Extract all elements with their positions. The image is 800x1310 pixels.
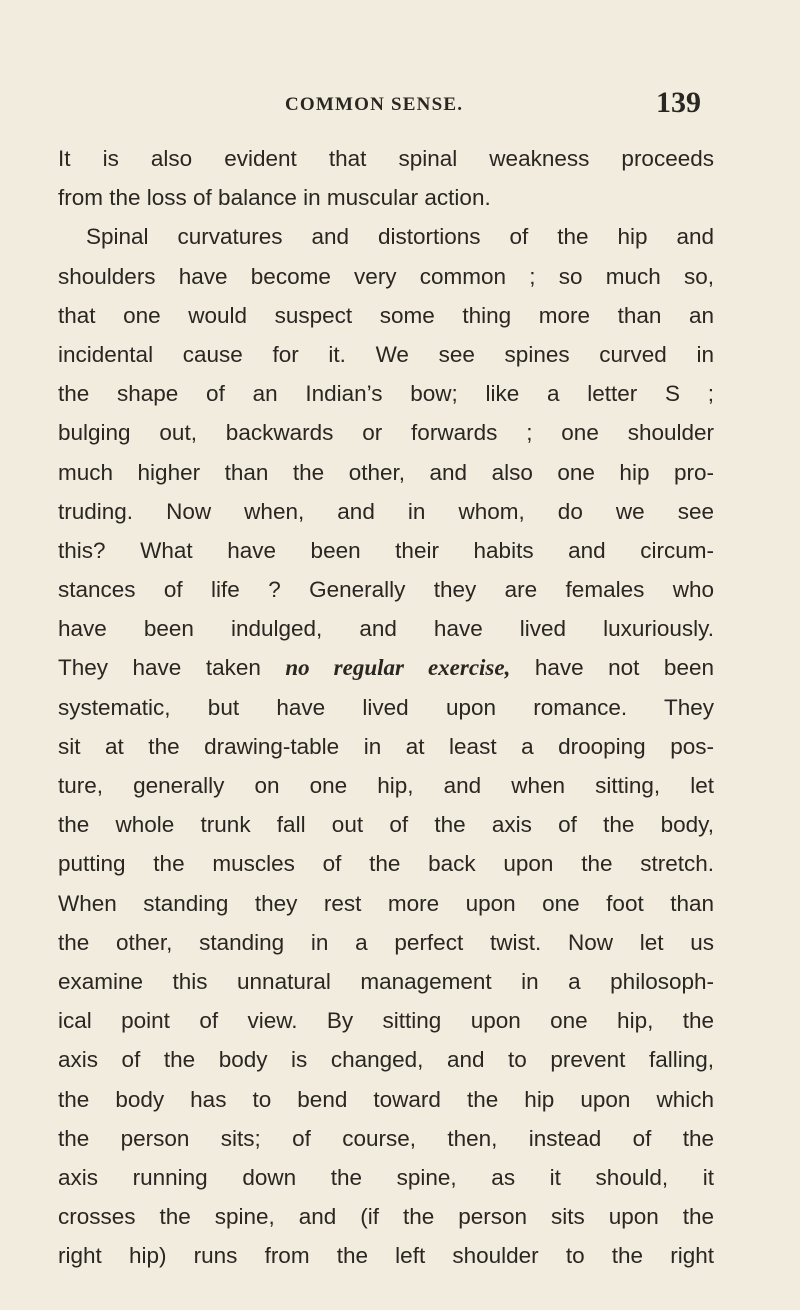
running-header <box>0 86 800 126</box>
text-line: When standing they rest more upon one foot than <box>58 890 714 916</box>
line-text-before: They have taken <box>58 655 286 681</box>
running-title: COMMON SENSE. <box>285 94 464 115</box>
text-line: the other, standing in a perfect twist. Now let us <box>58 929 714 955</box>
text-line: the whole trunk fall out of the axis of the body, <box>58 812 714 838</box>
page-number: 139 <box>656 86 701 119</box>
text-line: have been indulged, and have lived luxuriously. <box>58 616 714 642</box>
text-line: crosses the spine, and (if the person sits upon the <box>58 1204 714 1230</box>
text-line: ture, generally on one hip, and when sitting, let <box>58 773 714 798</box>
text-line: axis running down the spine, as it should, it <box>58 1164 714 1190</box>
text-line: right hip) runs from the left shoulder to the right <box>58 1243 714 1269</box>
text-line: systematic, but have lived upon romance. They <box>58 694 714 720</box>
text-line: the body has to bend toward the hip upon which <box>58 1086 714 1112</box>
text-line: incidental cause for it. We see spines curved in <box>58 341 714 367</box>
text-line: ical point of view. By sitting upon one hip, the <box>58 1008 714 1034</box>
text-line-with-emphasis <box>58 648 714 687</box>
text-line: this? What have been their habits and circum- <box>58 537 714 563</box>
text-line: sit at the drawing-table in at least a drooping pos- <box>58 733 714 759</box>
text-line: stances of life ? Generally they are females who <box>58 577 714 603</box>
text-line: much higher than the other, and also one hip pro- <box>58 459 714 485</box>
body-text <box>58 139 714 1275</box>
text-line: putting the muscles of the back upon the stretch. <box>58 851 714 877</box>
text-line: that one would suspect some thing more than an <box>58 302 714 328</box>
text-line: It is also evident that spinal weakness proceeds <box>58 146 714 171</box>
text-line: shoulders have become very common ; so much so, <box>58 263 714 289</box>
text-line: the shape of an Indian’s bow; like a letter S ; <box>58 381 714 407</box>
line-text-after: have not been <box>510 655 714 681</box>
emphasis-text: no regular exercise, <box>285 655 511 681</box>
text-line: axis of the body is changed, and to prevent falling, <box>58 1047 714 1073</box>
text-line: the person sits; of course, then, instead of the <box>58 1125 714 1151</box>
text-line: Spinal curvatures and distortions of the hip and <box>86 224 714 250</box>
text-line: from the loss of balance in muscular action. <box>58 185 491 211</box>
text-line: examine this unnatural management in a philosoph- <box>58 968 714 994</box>
text-line: bulging out, backwards or forwards ; one shoulder <box>58 420 714 446</box>
text-line: truding. Now when, and in whom, do we see <box>58 498 714 524</box>
